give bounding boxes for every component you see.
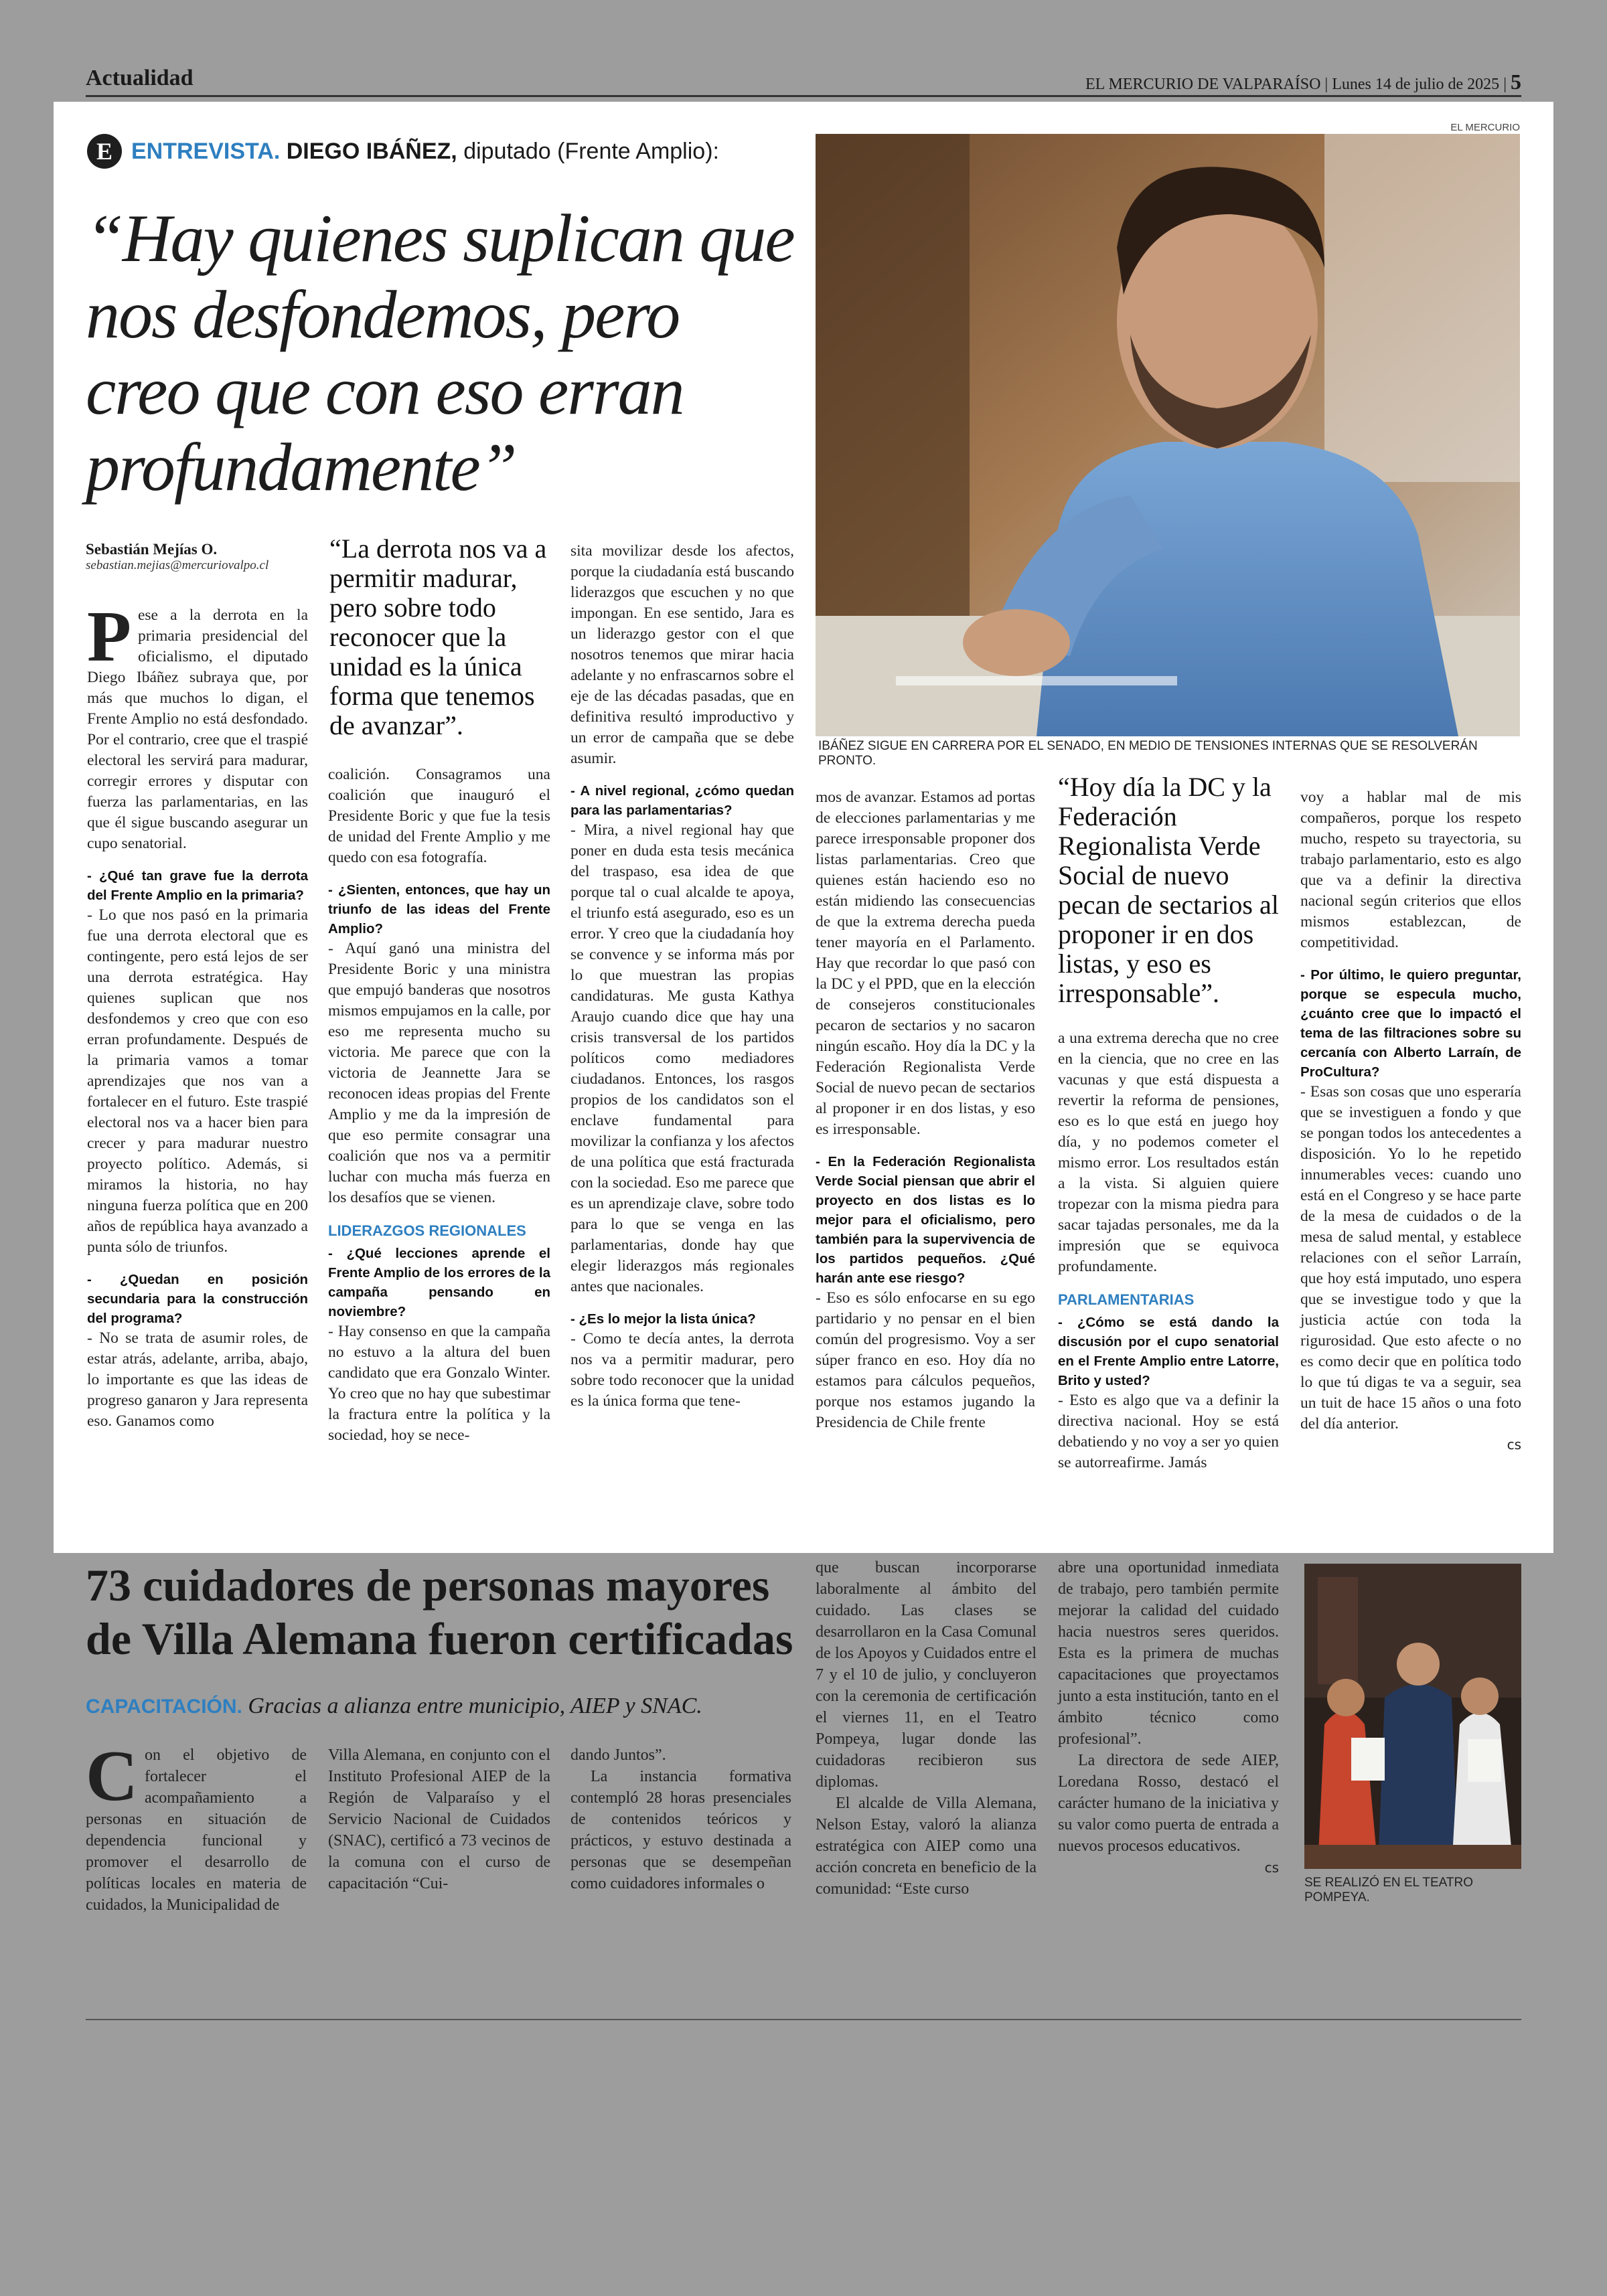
interview-column-4 — [816, 787, 1035, 1433]
intro-paragraph: Pese a la derrota en la primaria presidencial del oficialismo, el diputado Diego Ibáñez subraya que, por más que muchos lo digan, el Frente Amplio no está desfondado. Por el contrario, cree que el traspié electoral les servirá para madurar, corregir errores y disputar con fuerza las parlamentarias, en las que él sigue buscando asegurar un cupo senatorial. — [87, 597, 308, 852]
end-mark-icon: cs — [1507, 1437, 1521, 1453]
interview-column-6 — [1300, 787, 1521, 1455]
answer: a una extrema derecha que no cree en la ciencia, que no cree en las vacunas y que está dispuesta a revertir la reforma de pensiones, eso es lo que está en juego hoy día, y no podemos cometer el mismo error. Los resultados están a la vista. Si alguien quiere tropezar con la misma piedra para sacar tajadas personales, me da la impresión que se equivoca profundamente. — [1058, 1030, 1279, 1275]
article2-column-4: que buscan incorporarse laboralmente al ámbito del cuidado. Las clases se desarrollaron en la Casa Comunal de los Apoyos y Cuidados entre el 7 y el 10 de julio, y concluyeron con la ceremonia de certificación el viernes 11, en el Teatro Pompeya, lugar donde las cuidadoras recibieron sus diplomas. El alcalde de Villa Alemana, Nelson Estay, valoró la alianza estratégica con AIEP como una acción concreta en beneficio de la comunidad: “Este curso — [816, 1559, 1037, 1898]
question: - Por último, le quiero preguntar, porque se especula mucho, ¿cuánto cree que lo impactó el tema de las filtraciones sobre su cercanía con Alberto Larraín, de ProCultura? — [1300, 967, 1521, 1080]
subhead: PARLAMENTARIAS — [1058, 1291, 1195, 1308]
answer: coalición. Consagramos una coalición que inauguró el Presidente Boric y que fue la tesis de unidad del Frente Amplio y me quedo con esa fotografía. — [328, 766, 550, 866]
section-label: Actualidad — [86, 66, 194, 90]
answer: sita movilizar desde los afectos, porque la ciudadanía está buscando liderazgos que escuchen y no que impongan. En ese sentido, Jara es un liderazgo gestor con el que nosotros tenemos que mirar hacia adelante y no enfrascarnos sobre el eje de las décadas pasadas, que en definitiva resultó improductivo y un error de campaña que se debe asumir. — [570, 542, 794, 767]
answer: - Hay consenso en que la campaña no estuvo a la altura del buen candidato que era Gonzalo Winter. Yo creo que no hay que subestimar la fractura entre la política y la sociedad, hoy se nece- — [328, 1323, 550, 1444]
interview-photo — [816, 134, 1520, 736]
interview-badge: E — [87, 134, 122, 169]
dropcap: P — [87, 597, 131, 677]
interview-column-2 — [328, 764, 550, 1446]
pull-quote-1: “La derrota nos va a permitir madurar, pero sobre todo reconocer que la unidad es la única forma que tenemos de avanzar”. — [329, 534, 547, 740]
answer: - Eso es sólo enfocarse en su ego partidario y no pensar en el bien común del progresismo. Voy a ser súper franco en eso. Hoy día no estamos para cálculos pequeños, porque nos estamos jugando la Presidencia de Chile frente — [816, 1289, 1035, 1431]
interview-photo-illustration — [816, 134, 1520, 736]
end-mark — [1300, 1434, 1521, 1455]
byline — [86, 541, 307, 573]
interview-column-1 — [87, 597, 308, 1432]
photo-credit: EL MERCURIO — [1450, 122, 1520, 133]
answer: - Lo que nos pasó en la primaria fue una derrota electoral que es contingente, pero está lejos de ser una derrota estratégica. Hay quienes suplican que nos desfondemos y creo que con eso erran profundamente. Después de la primaria vamos a tomar aprendizajes que nos van a fortalecer en el futuro. Este traspié electoral nos va a hacer bien para crecer y para madurar nuestro proyecto político. Además, si miramos la historia, no hay ninguna fuerza política que en 200 años de república haya avanzado a punta sólo de triunfos. — [87, 906, 308, 1256]
paper-name: EL MERCURIO DE VALPARAÍSO — [1085, 76, 1321, 93]
interview-column-5 — [1058, 1028, 1279, 1473]
question: - ¿Cómo se está dando la discusión por el cupo senatorial en el Frente Amplio entre Latorre, Brito y usted? — [1058, 1315, 1279, 1388]
question: - ¿Sienten, entonces, que hay un triunfo de las ideas del Frente Amplio? — [328, 882, 550, 936]
question: - ¿Quedan en posición secundaria para la construcción del programa? — [87, 1272, 308, 1326]
photo-caption: IBÁÑEZ SIGUE EN CARRERA POR EL SENADO, EN MEDIO DE TENSIONES INTERNAS QUE SE RESOLVERÁN PRONTO. — [818, 739, 1478, 768]
answer: - Aquí ganó una ministra del Presidente Boric y una ministra que empujó banderas que nosotros mismos empujamos en la calle, por eso me representa mucho su victoria. Me parece que con la victoria de Jeannette Jara se reconocen ideas propias del Frente Amplio y me da la impresión de que eso permite consagrar una coalición que nos va a permitir luchar con mucha más fuerza en los desafíos que se vienen. — [328, 940, 550, 1206]
article2-kicker — [86, 1694, 702, 1719]
article2-photo-illustration — [1304, 1564, 1521, 1869]
article2-photo — [1304, 1564, 1521, 1869]
header-rule — [86, 95, 1521, 97]
question: - A nivel regional, ¿cómo quedan para las parlamentarias? — [570, 783, 794, 818]
question: - ¿Qué lecciones aprende el Frente Amplio de los errores de la campaña pensando en noviembre? — [328, 1246, 550, 1319]
interview-kicker — [87, 134, 719, 169]
interview-headline: “Hay quienes suplican que nos desfondemos, pero creo que con eso erran profundamente” — [86, 201, 794, 505]
kicker-role: diputado (Frente Amplio): — [463, 138, 719, 164]
page-number: 5 — [1511, 70, 1521, 94]
question: - En la Federación Regionalista Verde Social piensan que abrir el proyecto en dos listas es lo mejor para el oficialismo, pero también para la supervivencia de los partidos pequeños. ¿Qué harán ante ese riesgo? — [816, 1154, 1035, 1286]
kicker-name: DIEGO IBÁÑEZ, — [286, 138, 457, 164]
subhead: LIDERAZGOS REGIONALES — [328, 1222, 526, 1239]
article2-column-3: dando Juntos”. La instancia formativa contempló 28 horas presenciales de contenidos teóricos y prácticos, y estuvo destinada a personas que se desempeñan como cuidadores informales o — [570, 1746, 791, 1892]
article2-column-2: Villa Alemana, en conjunto con el Instituto Profesional AIEP de la Región de Valparaíso y el Servicio Nacional de Cuidados (SNAC), certificó a 73 vecinos de la comuna con el curso de capacitación “Cui- — [328, 1746, 550, 1892]
answer: - Esto es algo que va a definir la directiva nacional. Hoy se está debatiendo y no voy a ser yo quien se autorreafirme. Jamás — [1058, 1392, 1279, 1471]
article2-dropcap: C — [86, 1736, 138, 1816]
bottom-rule — [86, 2019, 1521, 2020]
author-email[interactable]: sebastian.mejias@mercuriovalpo.cl — [86, 558, 269, 572]
answer: mos de avanzar. Estamos ad portas de elecciones parlamentarias y me parece irresponsable proponer dos listas parlamentarias. Creo que quienes están haciendo eso no están midiendo las consecuencias de que la extrema derecha pueda tener mayoría en el Parlamento. Hay que recordar lo que pasó con la DC y el PPD, que en la elección de consejeros constitucionales pecaron de sectarios y no sacaron ningún escaño. Hoy día la DC y la Federación Regionalista Verde Social de nuevo pecan de sectarios al proponer ir en dos listas, y eso es irresponsable. — [816, 789, 1035, 1138]
answer: voy a hablar mal de mis compañeros, porque los respeto mucho, respeto su trayectoria, su trabajo parlamentario, esto es algo que va a definir la directiva nacional según criterios que ellos mismos establezcan, de competitividad. — [1300, 789, 1521, 951]
end-mark-icon: cs — [1264, 1860, 1279, 1876]
answer: - No se trata de asumir roles, de estar atrás, adelante, arriba, abajo, lo importante es que las ideas de progreso ganaron y Jara representa eso. Ganamos como — [87, 1329, 308, 1430]
article2-column-1: Con el objetivo de fortalecer el acompañamiento a personas en situación de dependencia funcional y promover el desarrollo de políticas locales en materia de cuidados, la Municipalidad de — [86, 1736, 307, 1914]
answer: - Mira, a nivel regional hay que poner en duda esta tesis mecánica del traspaso, esa idea de que porque tal o cual alcalde te apoya, el triunfo está asegurado, eso es un error. Y creo que la ciudadanía hoy se convence y se informa más por lo que muestran las propias candidaturas. Me gusta Kathya Araujo cuando dice que hay una crisis transversal de los partidos políticos como mediadores ciudadanos. Entonces, los rasgos propios de los candidatos son el enclave fundamental para movilizar la confianza y los afectos de una política que está fracturada con la sociedad. Eso me parece que es un aprendizaje clave, sobre todo para lo que se venga en las parlamentarias, donde hay que elegir liderazgos más regionales antes que nacionales. — [570, 821, 794, 1295]
article2-column-5: abre una oportunidad inmediata de trabajo, pero también permite mejorar la calidad del cuidado hacia nuestros seres queridos. Esta es la primera de muchas capacitaciones que proyectamos junto a esta institución, tanto en el ámbito técnico como profesional”. La directora de sede AIEP, Loredana Rosso, destacó el carácter humano de la iniciativa y su valor como puerta de entrada a nuevos procesos educativos. cs — [1058, 1559, 1279, 1876]
answer: - Esas son cosas que uno esperaría que se investiguen a fondo y que se pongan todos los antecedentes a disposición. Yo lo he repetido innumerables veces: cuando uno está en el Congreso y se hace parte de la mesa de cuidados o de la mesa de salud mental, y establece relaciones con el señor Larraín, que hoy está imputado, uno espera que se investigue todo y que la justicia actúe con toda la rigurosidad. Que esto afecte o no es como decir que en política todo lo que tú digas te va a seguir, sea un tuit de hace 15 años o una foto del día anterior. — [1300, 1083, 1521, 1432]
pull-quote-2: “Hoy día la DC y la Federación Regionalista Verde Social de nuevo pecan de sectarios al proponer ir en dos listas, y eso es irresponsable”. — [1058, 772, 1279, 1008]
paper-date: Lunes 14 de julio de 2025 — [1332, 76, 1500, 93]
article2-kicker-type: CAPACITACIÓN. — [86, 1696, 242, 1718]
answer: - Como te decía antes, la derrota nos va a permitir madurar, pero sobre todo reconocer que la unidad es la única forma que tene- — [570, 1330, 794, 1410]
article2-photo-caption: SE REALIZÓ EN EL TEATRO POMPEYA. — [1304, 1876, 1473, 1904]
question: - ¿Qué tan grave fue la derrota del Frente Amplio en la primaria? — [87, 868, 308, 903]
article2-kicker-desc: Gracias a alianza entre municipio, AIEP y SNAC. — [248, 1694, 702, 1718]
article2-headline: 73 cuidadores de personas mayores de Villa Alemana fueron certificadas — [86, 1560, 793, 1664]
question: - ¿Es lo mejor la lista única? — [570, 1311, 756, 1327]
interview-column-3 — [570, 541, 794, 1412]
kicker-type: ENTREVISTA. — [131, 138, 281, 164]
author-name: Sebastián Mejías O. — [86, 541, 218, 558]
paper-info: EL MERCURIO DE VALPARAÍSO | Lunes 14 de julio de 2025 | 5 — [1085, 70, 1521, 94]
